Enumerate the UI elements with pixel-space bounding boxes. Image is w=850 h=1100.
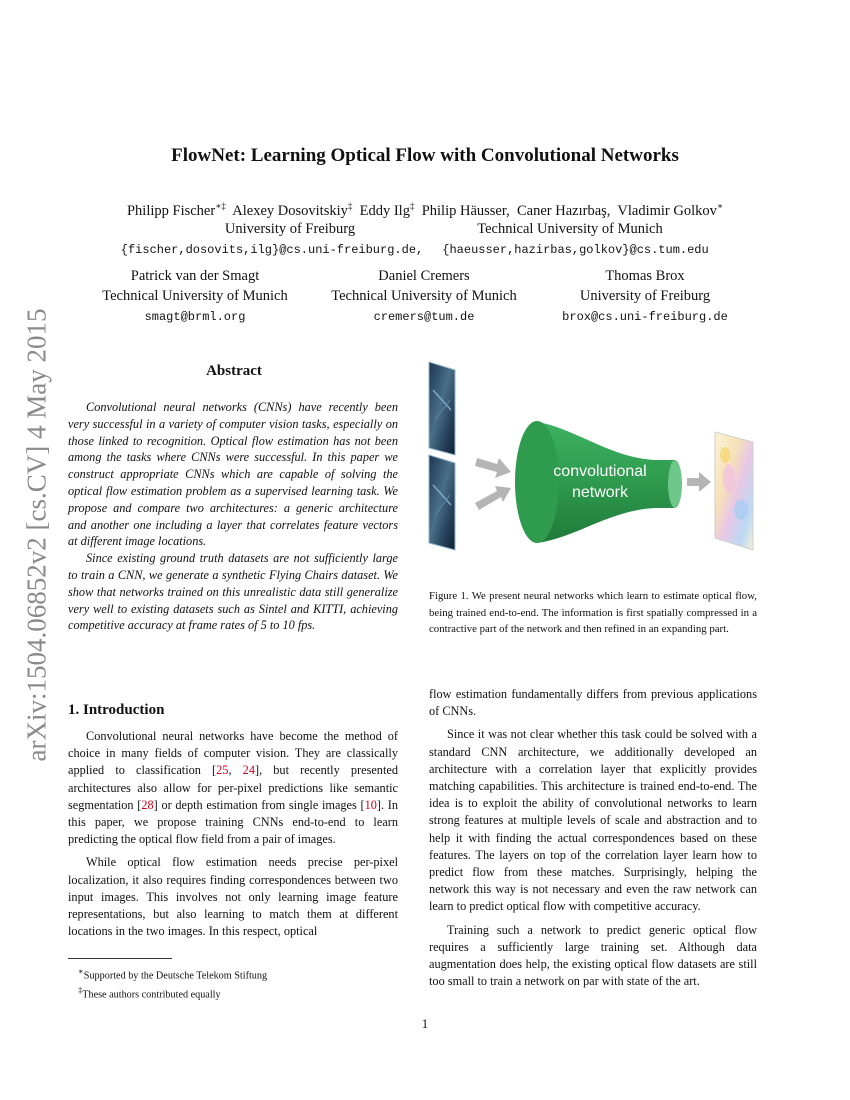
arrow-in-bottom: [475, 486, 511, 510]
affiliation-vandersmagt: Technical University of Munich: [102, 288, 288, 304]
citation-24[interactable]: 24: [242, 763, 255, 778]
email-vandersmagt: smagt@brml.org: [144, 310, 246, 324]
affiliation-tum: Technical University of Munich: [477, 221, 663, 237]
author-dosovitskiy: Alexey Dosovitskiy‡: [232, 201, 353, 219]
footnotes: [68, 964, 267, 1003]
intro-paragraph-1: Convolutional neural networks have become the method of choice in many fields of computer vision. They are classically applied to classification [25, 24], but recently presented architectures also allow for per-pixel predictions like semantic segmentation [28] or depth estimation from single images [10]. In this paper, we propose training CNNs end-to-end to learn predicting the optical flow field from a pair of images.: [68, 729, 398, 847]
abstract-paragraph-2: Since existing ground truth datasets are not sufficiently large to train a CNN, we generate a synthetic Flying Chairs dataset. We show that networks trained on this unrealistic data still generalize very well to existing datasets such as Sintel and KITTI, achieving competitive accuracy at frame rates of 5 to 10 fps.: [68, 551, 398, 633]
email-freiburg: {fischer,dosovits,ilg}@cs.uni-freiburg.de,: [120, 243, 424, 257]
input-image-1: [429, 362, 455, 455]
input-image-2: [429, 455, 455, 550]
intro-paragraph-4: Training such a network to predict generic optical flow requires a sufficiently large training set. Although data augmentation does help, the existing optical flow datasets are still too small to train a network on par with state of the art.: [429, 922, 757, 989]
footnote-2: ‡These authors contributed equally: [78, 985, 221, 1001]
affiliation-brox: University of Freiburg: [579, 288, 711, 304]
network-label-line-1: convolutional: [553, 463, 647, 480]
author-golkov: Vladimir Golkov∗: [617, 201, 724, 219]
arrow-in-top: [475, 458, 511, 478]
intro-paragraph-2-cont: flow estimation fundamentally differs from previous applications of CNNs.: [429, 687, 757, 719]
section-heading-introduction: 1. Introduction: [68, 702, 165, 718]
email-tum: {haeusser,hazirbas,golkov}@cs.tum.edu: [442, 243, 709, 257]
author-hazirbas: Caner Hazırbaş,: [517, 202, 611, 219]
arrow-out: [687, 472, 711, 492]
abstract-paragraph-1: Convolutional neural networks (CNNs) have recently been very successful in a variety of computer vision tasks, especially on those linked to recognition. Optical flow estimation has not been among the tasks where CNNs were successful. In this paper we construct appropriate CNNs which are capable of solving the optical flow estimation problem as a supervised learning task. We propose and compare two architectures: a generic architecture and another one including a layer that correlates feature vectors at different image locations.: [68, 400, 398, 549]
author-brox: Thomas Brox: [605, 268, 685, 284]
author-cremers: Daniel Cremers: [378, 268, 470, 284]
figure-1-caption: Figure 1. We present neural networks which learn to estimate optical flow, being trained end-to-end. The information is first spatially compressed in a contractive part of the network and then refined in an expanding part.: [429, 590, 757, 635]
citation-10[interactable]: 10: [364, 797, 377, 812]
intro-right-column: [429, 686, 757, 996]
figure-1-graphic: [425, 360, 760, 575]
footnote-1: ∗Supported by the Deutsche Telekom Stiftung: [78, 966, 268, 982]
arxiv-sidebar: [2, 285, 72, 785]
page-number: 1: [421, 1016, 429, 1031]
citation-28[interactable]: 28: [141, 797, 154, 812]
footnote-rule: [68, 958, 172, 959]
flow-output-image: [715, 432, 753, 550]
author-ilg: Eddy Ilg‡: [359, 201, 415, 219]
author-haeusser: Philip Häusser,: [421, 202, 510, 219]
paper-title: FlowNet: Learning Optical Flow with Convolutional Networks: [171, 145, 679, 166]
affiliation-cremers: Technical University of Munich: [331, 288, 517, 304]
intro-paragraph-2: While optical flow estimation needs precise per-pixel localization, it also requires finding correspondences between two input images. This involves not only learning image feature representations, but also learning to match them at different locations in the two images. In this respect, optical: [68, 855, 398, 939]
network-label-line-2: network: [571, 484, 629, 501]
abstract-heading: Abstract: [206, 363, 262, 379]
author-fischer: Philipp Fischer∗‡: [126, 201, 226, 219]
author-line-1: [0, 201, 850, 220]
abstract-body: [68, 399, 398, 634]
intro-paragraph-3: Since it was not clear whether this task could be solved with a standard CNN architecture, we additionally developed an architecture with a correlation layer that explicitly provides matching capabilities. This architecture is trained end-to-end. The idea is to exploit the ability of convolutional networks to learn strong features at multiple levels of scale and abstraction and to help it with finding the actual correspondences based on these features. The layers on top of the correlation layer learn how to predict flow from these matches. Surprisingly, helping the network this way is not necessary and even the raw network can learn to predict optical flow with competitive accuracy.: [429, 727, 757, 914]
email-cremers: cremers@tum.de: [373, 310, 475, 324]
email-brox: brox@cs.uni-freiburg.de: [562, 310, 728, 324]
network-shape: [515, 421, 682, 543]
affiliation-freiburg: University of Freiburg: [224, 221, 356, 237]
figure-1: [425, 360, 760, 575]
intro-left-column: [68, 728, 398, 946]
citation-25[interactable]: 25: [216, 763, 229, 778]
author-vandersmagt: Patrick van der Smagt: [130, 268, 260, 284]
arxiv-id: arXiv:1504.06852v2 [cs.CV] 4 May 2015: [21, 308, 52, 762]
